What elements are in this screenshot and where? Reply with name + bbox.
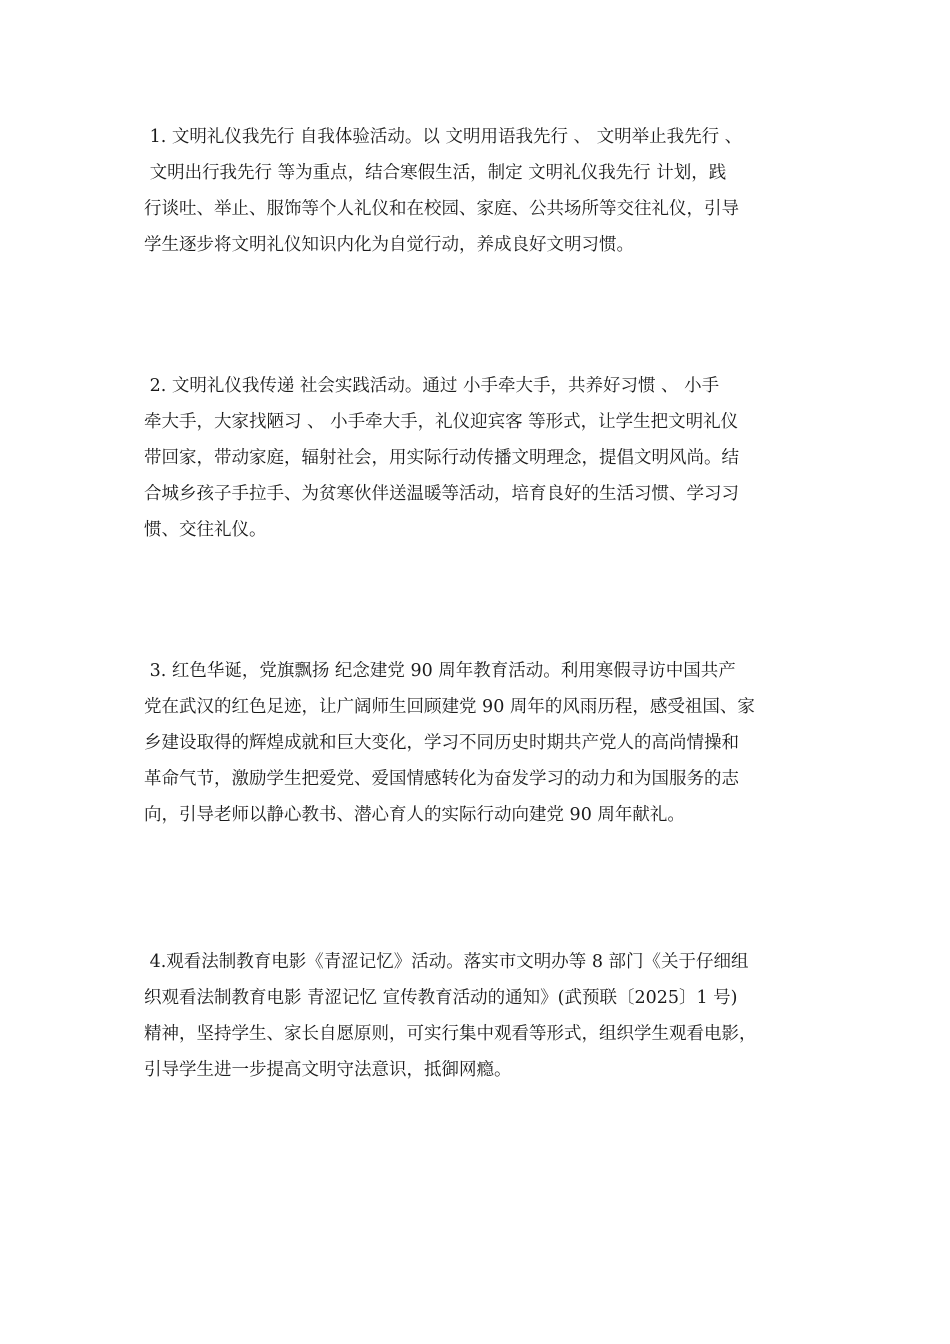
- text-line: 精神，坚持学生、家长自愿原则，可实行集中观看等形式，组织学生观看电影，: [144, 1024, 757, 1044]
- text-line: 行谈吐、举止、服饰等个人礼仪和在校园、家庭、公共场所等交往礼仪，引导: [144, 199, 739, 219]
- text-line: 2. 文明礼仪我传递 社会实践活动。通过 小手牵大手，共养好习惯 、 小手: [144, 376, 720, 396]
- text-line: 3. 红色华诞，党旗飘扬 纪念建党 90 周年教育活动。利用寒假寻访中国共产: [144, 661, 736, 681]
- text-line: 引导学生进一步提高文明守法意识，抵御网瘾。: [144, 1060, 512, 1080]
- text-line: 合城乡孩子手拉手、为贫寒伙伴送温暖等活动，培育良好的生活习惯、学习习: [144, 484, 739, 504]
- paragraph-3: [144, 653, 816, 833]
- text-line: 革命气节，激励学生把爱党、爱国情感转化为奋发学习的动力和为国服务的志: [144, 769, 739, 789]
- text-line: 带回家，带动家庭，辐射社会，用实际行动传播文明理念，提倡文明风尚。结: [144, 448, 739, 468]
- paragraph-2: [144, 368, 816, 548]
- text-line: 党在武汉的红色足迹，让广阔师生回顾建党 90 周年的风雨历程，感受祖国、家: [144, 697, 755, 717]
- text-line: 织观看法制教育电影 青涩记忆 宣传教育活动的通知》(武预联〔2025〕1 号): [144, 988, 738, 1008]
- text-line: 惯、交往礼仪。: [144, 520, 267, 540]
- text-line: 学生逐步将文明礼仪知识内化为自觉行动，养成良好文明习惯。: [144, 235, 634, 255]
- text-line: 牵大手，大家找陋习 、 小手牵大手，礼仪迎宾客 等形式，让学生把文明礼仪: [144, 412, 739, 432]
- text-line: 乡建设取得的辉煌成就和巨大变化，学习不同历史时期共产党人的高尚情操和: [144, 733, 739, 753]
- text-line: 1. 文明礼仪我先行 自我体验活动。以 文明用语我先行 、 文明举止我先行 、: [144, 127, 743, 147]
- paragraph-4: [144, 944, 816, 1088]
- paragraph-1: [144, 119, 816, 263]
- text-line: 4.观看法制教育电影《青涩记忆》活动。落实市文明办等 8 部门《关于仔细组: [144, 952, 749, 972]
- text-line: 向，引导老师以静心教书、潜心育人的实际行动向建党 90 周年献礼。: [144, 805, 685, 825]
- text-line: 文明出行我先行 等为重点，结合寒假生活，制定 文明礼仪我先行 计划，践: [144, 163, 727, 183]
